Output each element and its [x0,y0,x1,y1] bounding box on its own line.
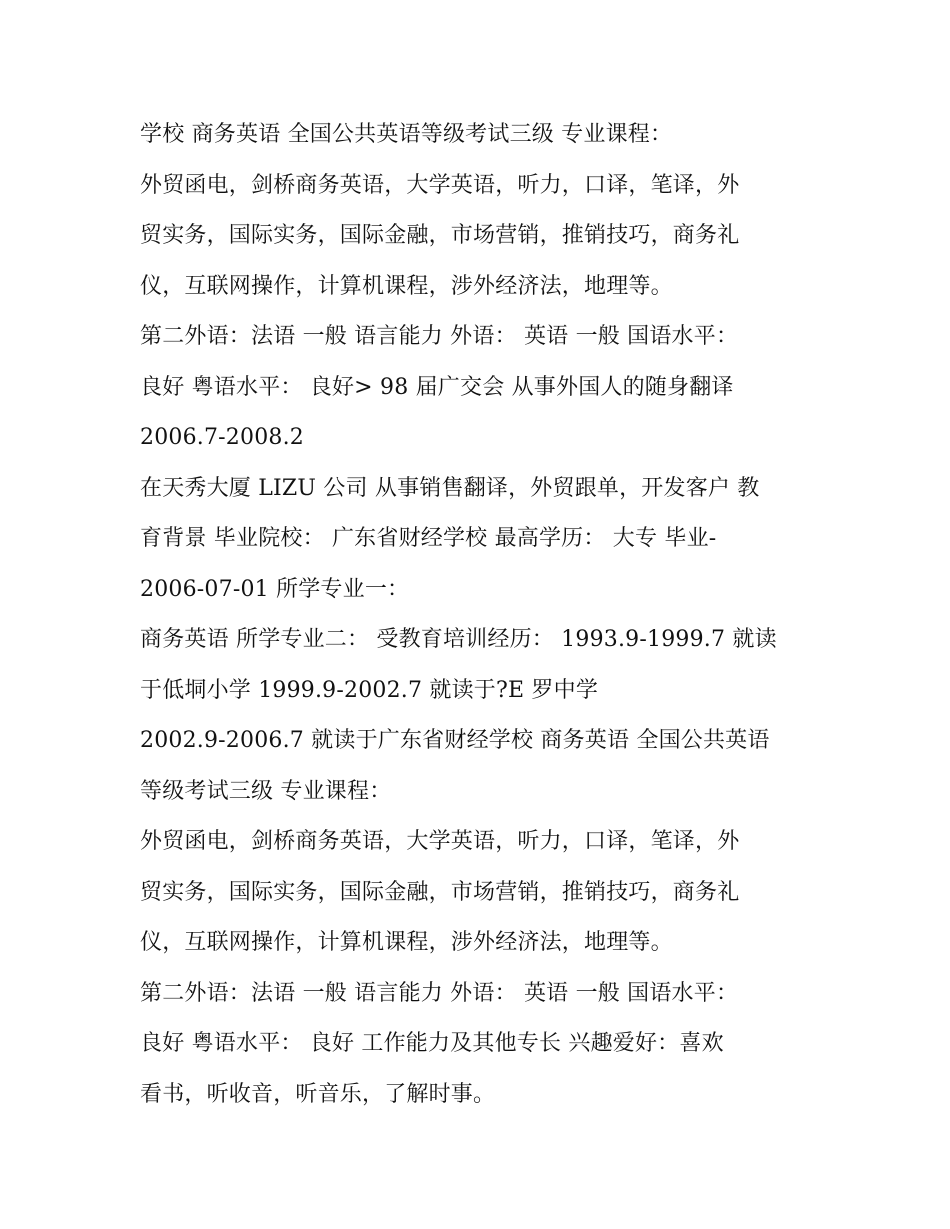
text-line: 育背景 毕业院校： 广东省财经学校 最高学历： 大专 毕业- [140,526,717,551]
text-line: 良好 粤语水平： 良好> 98 届广交会 从事外国人的随身翻译 [140,374,734,400]
text-line: 贸实务，国际实务，国际金融，市场营销，推销技巧，商务礼 [140,879,740,905]
text-line: 第二外语：法语 一般 语言能力 外语： 英语 一般 国语水平： [140,324,739,349]
text-line: 2006.7-2008.2 [140,425,304,450]
text-line: 良好 粤语水平： 良好 工作能力及其他专长 兴趣爱好：喜欢 [140,1031,724,1056]
text-line: 贸实务，国际实务，国际金融，市场营销，推销技巧，商务礼 [140,223,740,248]
text-line: 看书，听收音，听音乐，了解时事。 [140,1081,496,1107]
text-line: 第二外语：法语 一般 语言能力 外语： 英语 一般 国语水平： [140,980,739,1006]
text-line: 仪，互联网操作，计算机课程，涉外经济法，地理等。 [140,930,673,955]
text-line: 学校 商务英语 全国公共英语等级考试三级 专业课程： [140,122,673,147]
text-line: 2002.9-2006.7 就读于广东省财经学校 商务英语 全国公共英语 [140,728,770,753]
text-line: 等级考试三级 专业课程： [140,778,392,804]
text-line: 外贸函电，剑桥商务英语，大学英语，听力，口译，笔译，外 [140,172,740,198]
text-line: 于低垌小学 1999.9-2002.7 就读于?E 罗中学 [140,677,599,703]
text-line: 2006-07-01 所学专业一： [140,576,410,602]
text-line: 商务英语 所学专业二： 受教育培训经历： 1993.9-1999.7 就读 [140,627,777,652]
text-line: 仪，互联网操作，计算机课程，涉外经济法，地理等。 [140,273,673,299]
text-line: 在天秀大厦 LIZU 公司 从事销售翻译，外贸跟单，开发客户 教 [140,475,760,501]
text-line: 外贸函电，剑桥商务英语，大学英语，听力，口译，笔译，外 [140,829,740,854]
document-body [140,110,830,1120]
